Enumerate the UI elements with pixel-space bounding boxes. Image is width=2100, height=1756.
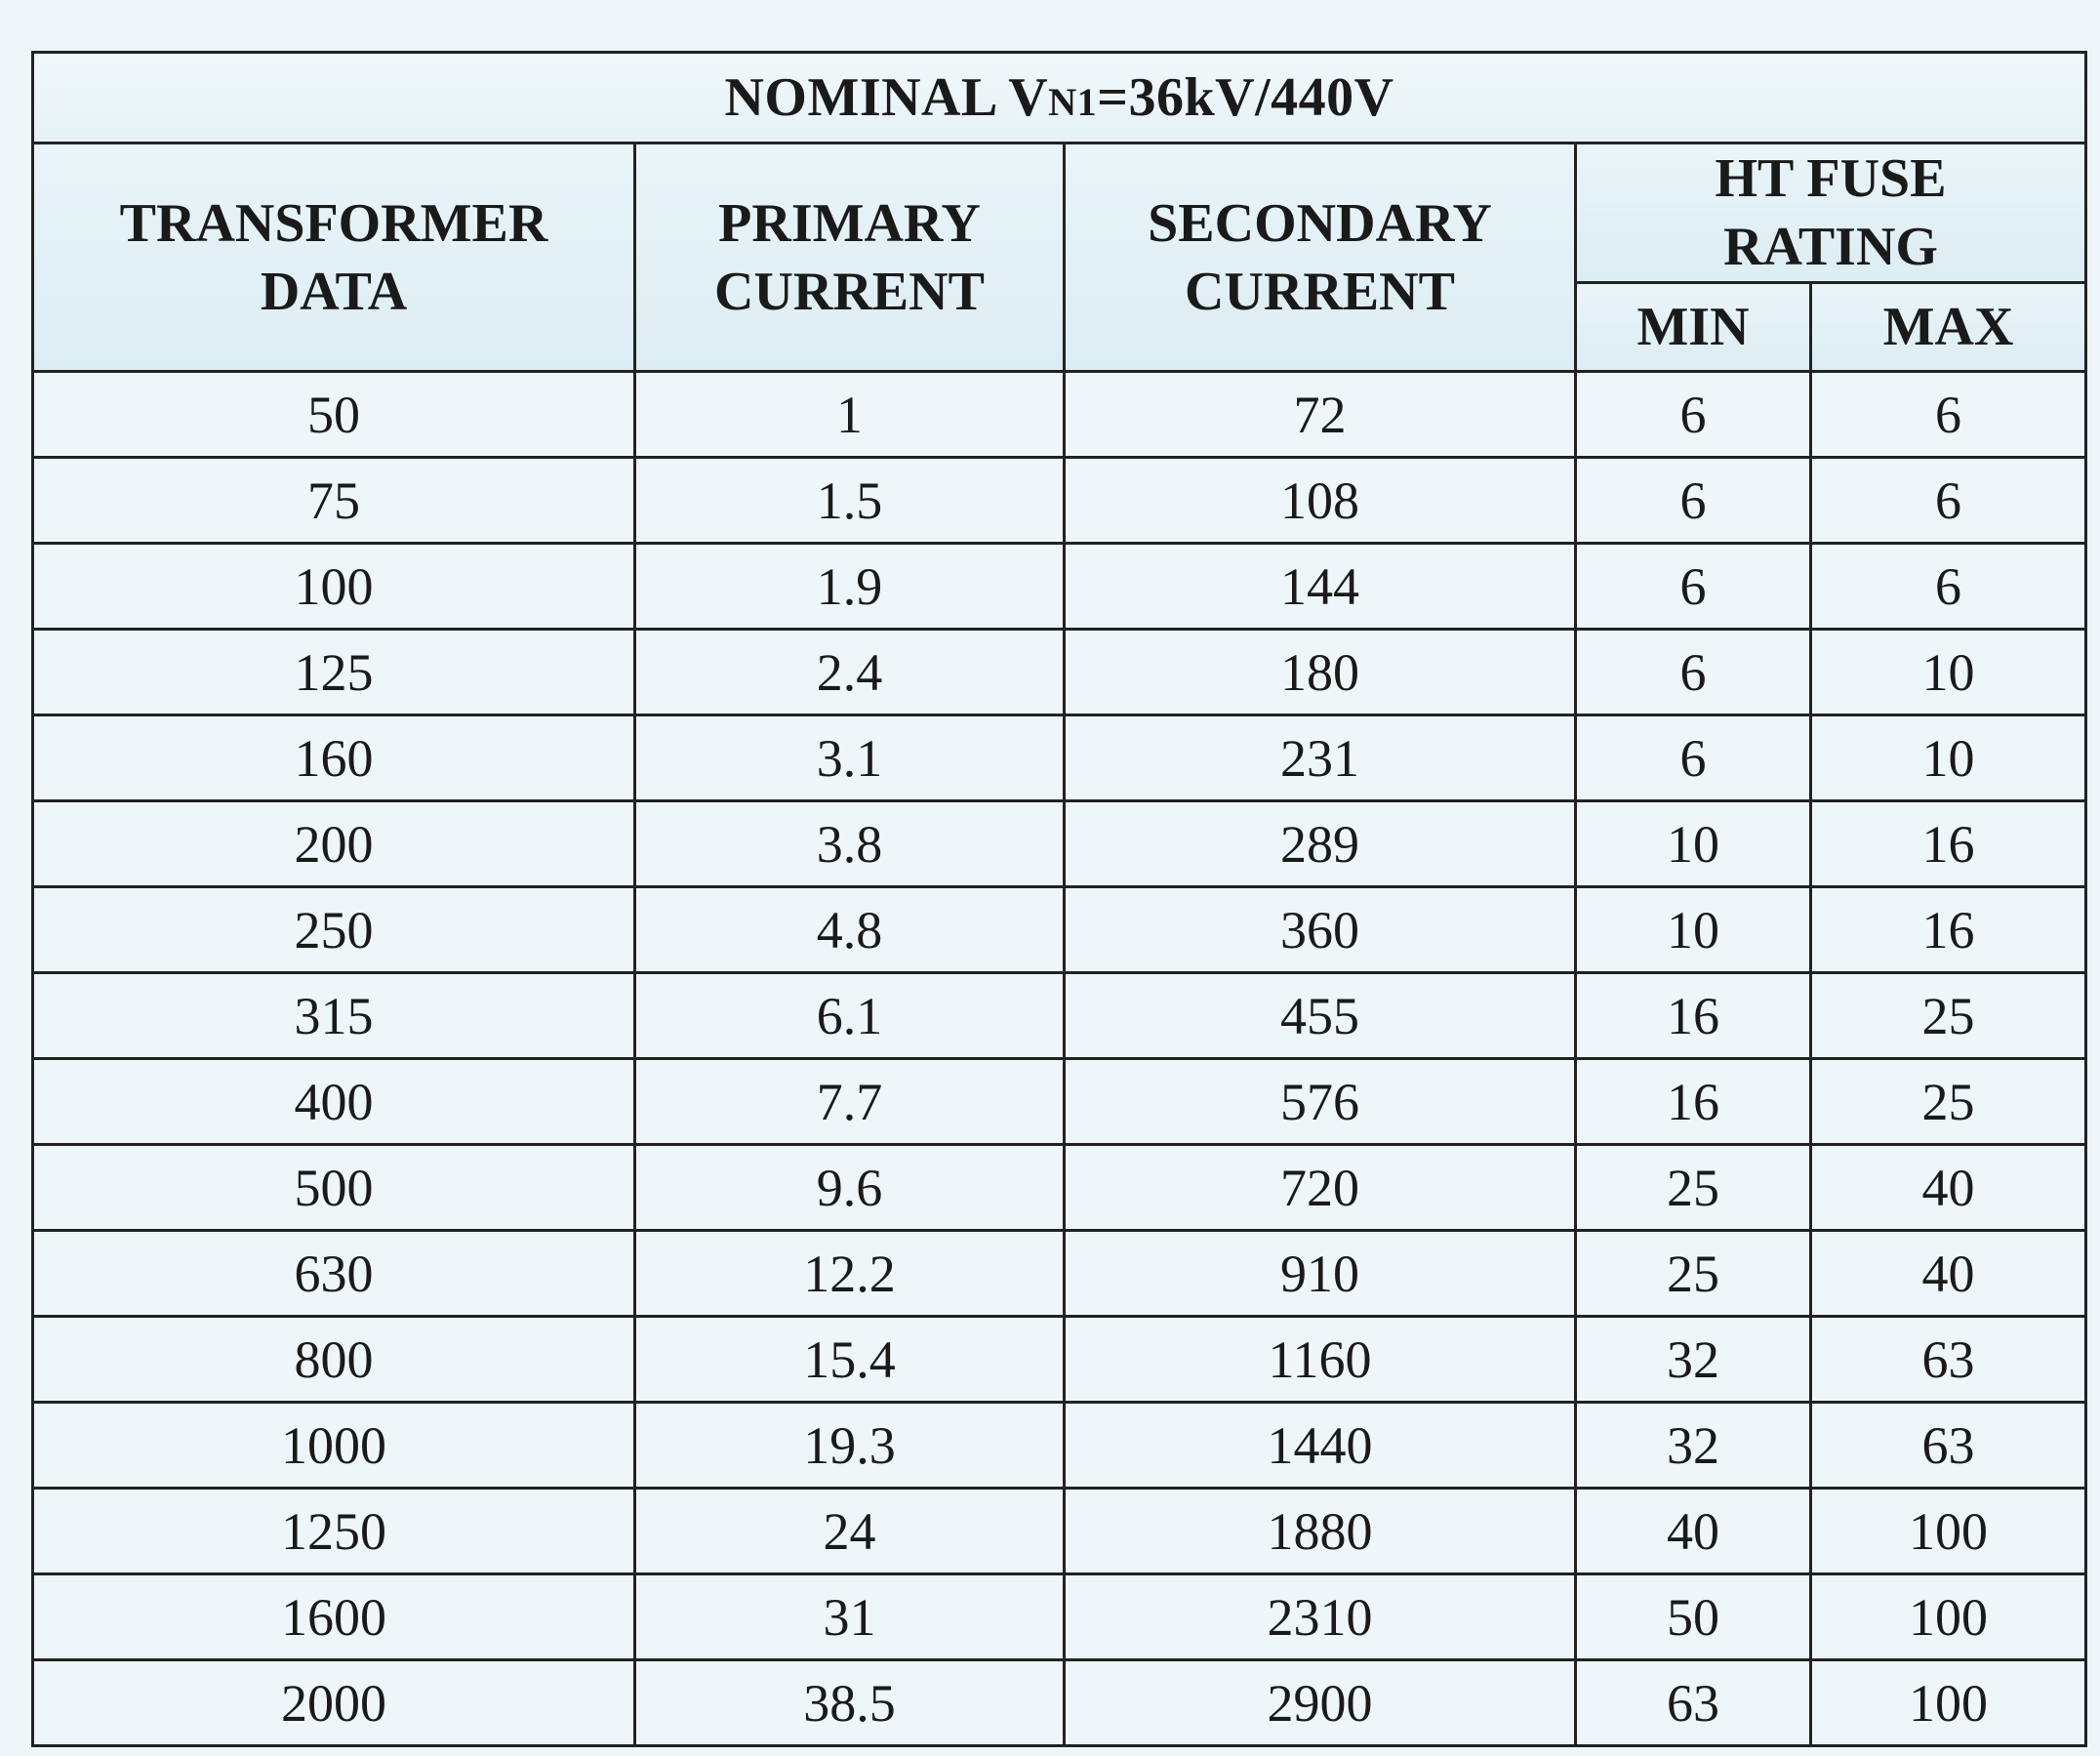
cell-secondary: 180 xyxy=(1065,630,1576,715)
table-row xyxy=(33,801,2086,887)
cell-secondary: 360 xyxy=(1065,887,1576,973)
cell-max: 40 xyxy=(1811,1231,2086,1317)
cell-secondary: 2310 xyxy=(1065,1574,1576,1660)
cell-primary: 38.5 xyxy=(635,1660,1065,1746)
header-primary-line1: PRIMARY xyxy=(718,192,981,254)
cell-max: 16 xyxy=(1811,801,2086,887)
cell-min: 6 xyxy=(1576,458,1811,544)
cell-secondary: 910 xyxy=(1065,1231,1576,1317)
cell-min: 25 xyxy=(1576,1231,1811,1317)
header-max: MAX xyxy=(1811,283,2086,372)
table-row xyxy=(33,1489,2086,1574)
cell-min: 32 xyxy=(1576,1317,1811,1403)
cell-min: 16 xyxy=(1576,973,1811,1059)
cell-transformer: 1250 xyxy=(33,1489,635,1574)
cell-min: 50 xyxy=(1576,1574,1811,1660)
cell-primary: 2.4 xyxy=(635,630,1065,715)
cell-secondary: 2900 xyxy=(1065,1660,1576,1746)
cell-max: 63 xyxy=(1811,1317,2086,1403)
cell-min: 10 xyxy=(1576,887,1811,973)
cell-min: 6 xyxy=(1576,544,1811,630)
cell-max: 6 xyxy=(1811,458,2086,544)
header-min: MIN xyxy=(1576,283,1811,372)
cell-transformer: 800 xyxy=(33,1317,635,1403)
header-transformer-line2: DATA xyxy=(260,261,408,322)
cell-secondary: 1880 xyxy=(1065,1489,1576,1574)
cell-max: 10 xyxy=(1811,630,2086,715)
cell-max: 25 xyxy=(1811,1059,2086,1145)
cell-transformer: 2000 xyxy=(33,1660,635,1746)
cell-max: 6 xyxy=(1811,372,2086,458)
header-transformer-line1: TRANSFORMER xyxy=(119,192,548,254)
cell-min: 6 xyxy=(1576,715,1811,801)
cell-transformer: 125 xyxy=(33,630,635,715)
fuse-rating-sheet xyxy=(31,51,2084,1733)
cell-transformer: 160 xyxy=(33,715,635,801)
cell-transformer: 200 xyxy=(33,801,635,887)
table-row xyxy=(33,1317,2086,1403)
header-ht-fuse-rating xyxy=(1576,143,2086,283)
cell-max: 100 xyxy=(1811,1489,2086,1574)
table-row xyxy=(33,372,2086,458)
title-suffix: =36kV/440V xyxy=(1097,67,1394,128)
table-row xyxy=(33,973,2086,1059)
cell-secondary: 289 xyxy=(1065,801,1576,887)
cell-min: 63 xyxy=(1576,1660,1811,1746)
table-row xyxy=(33,1403,2086,1489)
header-primary-current xyxy=(635,143,1065,372)
cell-max: 100 xyxy=(1811,1574,2086,1660)
cell-max: 100 xyxy=(1811,1660,2086,1746)
cell-transformer: 50 xyxy=(33,372,635,458)
cell-transformer: 100 xyxy=(33,544,635,630)
cell-secondary: 144 xyxy=(1065,544,1576,630)
cell-min: 6 xyxy=(1576,630,1811,715)
cell-secondary: 72 xyxy=(1065,372,1576,458)
table-row xyxy=(33,630,2086,715)
fuse-rating-table xyxy=(31,51,2087,1747)
cell-transformer: 400 xyxy=(33,1059,635,1145)
cell-transformer: 500 xyxy=(33,1145,635,1231)
cell-primary: 6.1 xyxy=(635,973,1065,1059)
table-row xyxy=(33,544,2086,630)
cell-max: 63 xyxy=(1811,1403,2086,1489)
cell-primary: 1.9 xyxy=(635,544,1065,630)
table-row xyxy=(33,887,2086,973)
cell-secondary: 455 xyxy=(1065,973,1576,1059)
cell-primary: 31 xyxy=(635,1574,1065,1660)
cell-primary: 1 xyxy=(635,372,1065,458)
cell-primary: 15.4 xyxy=(635,1317,1065,1403)
cell-max: 16 xyxy=(1811,887,2086,973)
cell-min: 10 xyxy=(1576,801,1811,887)
cell-transformer: 315 xyxy=(33,973,635,1059)
cell-secondary: 720 xyxy=(1065,1145,1576,1231)
cell-secondary: 231 xyxy=(1065,715,1576,801)
cell-transformer: 250 xyxy=(33,887,635,973)
cell-min: 16 xyxy=(1576,1059,1811,1145)
header-fuse-line2: RATING xyxy=(1723,217,1938,277)
cell-transformer: 1600 xyxy=(33,1574,635,1660)
cell-min: 25 xyxy=(1576,1145,1811,1231)
title-subscript: N1 xyxy=(1048,80,1098,124)
table-row xyxy=(33,715,2086,801)
header-secondary-line2: CURRENT xyxy=(1185,261,1455,322)
cell-primary: 24 xyxy=(635,1489,1065,1574)
header-fuse-line1: HT FUSE xyxy=(1715,148,1947,209)
cell-max: 10 xyxy=(1811,715,2086,801)
cell-max: 40 xyxy=(1811,1145,2086,1231)
cell-transformer: 75 xyxy=(33,458,635,544)
header-transformer-data xyxy=(33,143,635,372)
table-title xyxy=(33,53,2086,143)
cell-max: 25 xyxy=(1811,973,2086,1059)
cell-min: 40 xyxy=(1576,1489,1811,1574)
cell-secondary: 108 xyxy=(1065,458,1576,544)
cell-primary: 19.3 xyxy=(635,1403,1065,1489)
cell-transformer: 1000 xyxy=(33,1403,635,1489)
table-row xyxy=(33,1660,2086,1746)
table-row xyxy=(33,1231,2086,1317)
header-row xyxy=(33,143,2086,283)
title-prefix: NOMINAL V xyxy=(724,67,1049,128)
cell-min: 6 xyxy=(1576,372,1811,458)
cell-min: 32 xyxy=(1576,1403,1811,1489)
cell-secondary: 576 xyxy=(1065,1059,1576,1145)
cell-primary: 3.8 xyxy=(635,801,1065,887)
header-primary-line2: CURRENT xyxy=(714,261,985,322)
cell-secondary: 1440 xyxy=(1065,1403,1576,1489)
cell-primary: 4.8 xyxy=(635,887,1065,973)
cell-primary: 3.1 xyxy=(635,715,1065,801)
header-secondary-current xyxy=(1065,143,1576,372)
cell-primary: 12.2 xyxy=(635,1231,1065,1317)
table-row xyxy=(33,1059,2086,1145)
cell-transformer: 630 xyxy=(33,1231,635,1317)
table-body xyxy=(33,372,2086,1746)
cell-primary: 7.7 xyxy=(635,1059,1065,1145)
cell-max: 6 xyxy=(1811,544,2086,630)
table-row xyxy=(33,1145,2086,1231)
table-row xyxy=(33,1574,2086,1660)
cell-secondary: 1160 xyxy=(1065,1317,1576,1403)
cell-primary: 1.5 xyxy=(635,458,1065,544)
title-row xyxy=(33,53,2086,143)
table-row xyxy=(33,458,2086,544)
cell-primary: 9.6 xyxy=(635,1145,1065,1231)
header-secondary-line1: SECONDARY xyxy=(1148,192,1492,254)
